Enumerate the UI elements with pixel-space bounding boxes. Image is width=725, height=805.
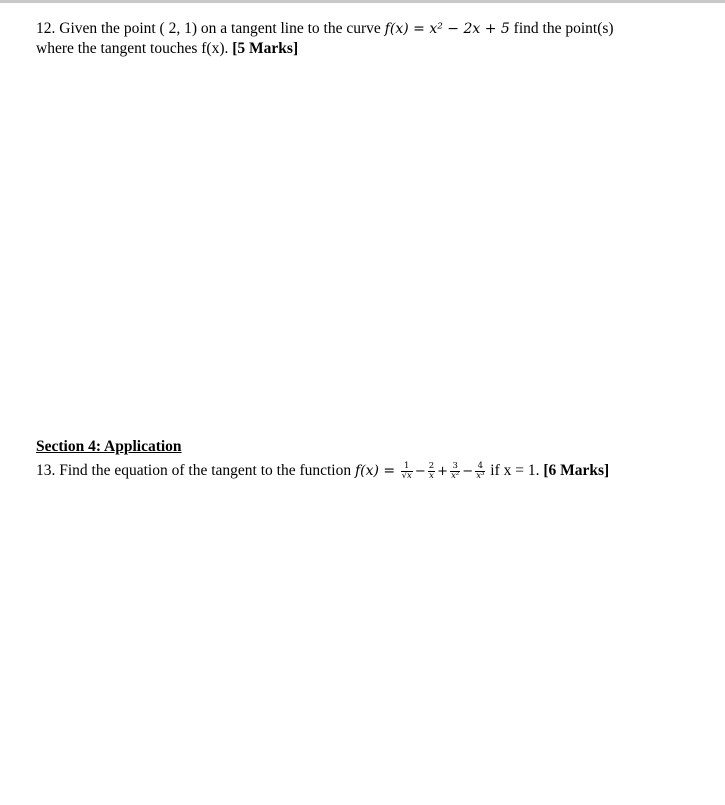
question-12-line2: where the tangent touches f(x). [36,40,233,57]
fraction-4-numerator: 4 [477,460,483,471]
fraction-term-2 [428,462,435,481]
question-13-prefix: 13. Find the equation of the tangent to the function [36,462,355,479]
question-13 [36,460,716,483]
question-13-condition: if x = 1. [486,462,544,479]
question-12-prefix: 12. Given the point ( 2, 1) on a tangent line to the curve [36,20,385,37]
fraction-term-4 [475,462,485,481]
fraction-1-denominator: √x [401,470,412,481]
fraction-2-numerator: 2 [428,460,435,471]
fraction-2-denominator: x [429,470,434,481]
operator-3: − [462,464,474,479]
top-rule [0,0,725,3]
question-13-function-lhs: f(x) = [354,463,400,479]
fraction-term-1 [401,462,413,481]
question-13-marks: [6 Marks] [543,462,610,479]
question-12 [36,19,696,59]
section-4-heading: Section 4: Application [36,438,182,455]
operator-2: + [437,464,449,479]
fraction-term-3 [450,462,460,481]
question-12-function-rhs: x² − 2x + 5 [429,21,510,37]
fraction-1-numerator: 1 [404,460,410,471]
fraction-4-denominator: x³ [476,470,485,481]
question-12-marks: [5 Marks] [232,40,299,57]
operator-1: − [414,464,426,479]
question-12-suffix: find the point(s) [509,20,614,37]
fraction-3-denominator: x² [451,470,460,481]
fraction-3-numerator: 3 [452,460,458,471]
question-12-function-lhs: f(x) = [384,21,430,37]
